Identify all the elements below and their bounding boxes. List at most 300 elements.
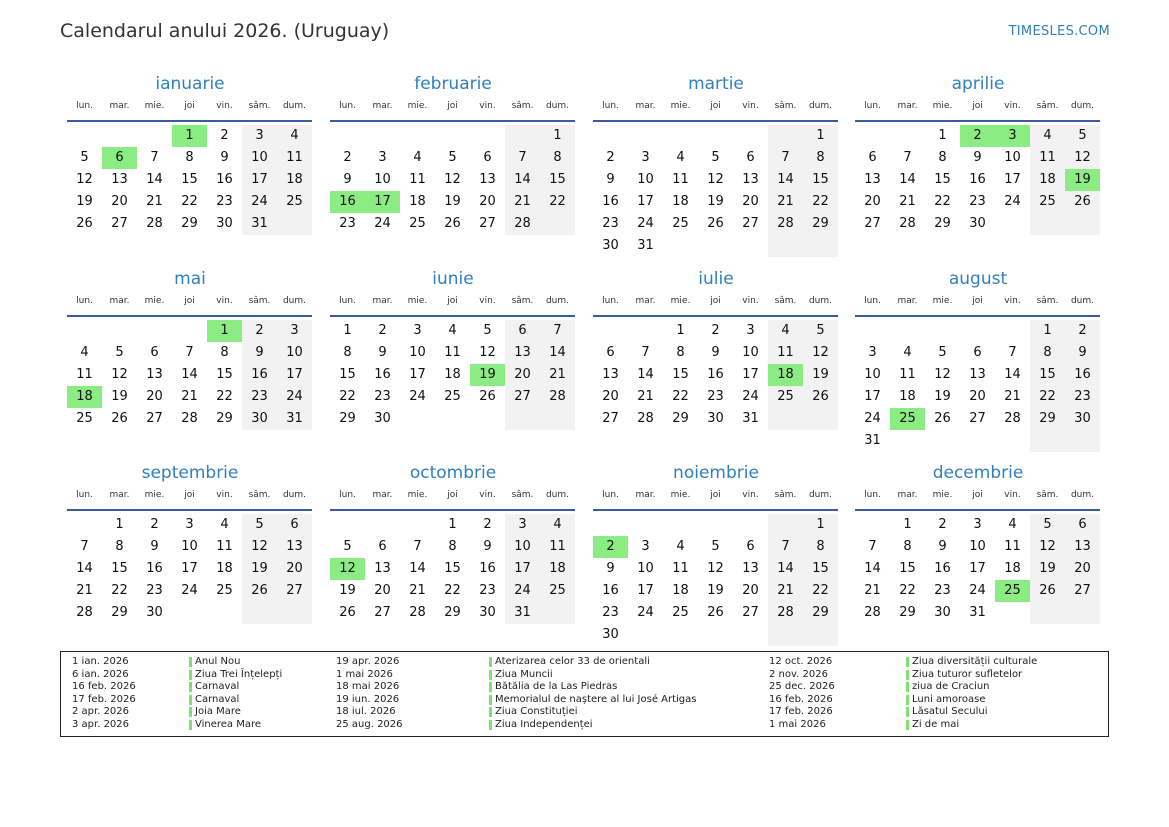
- day-cell[interactable]: 19: [339, 583, 356, 598]
- day-cell[interactable]: 2: [1065, 320, 1100, 342]
- day-cell[interactable]: 28: [768, 213, 803, 235]
- day-cell[interactable]: 24: [969, 583, 986, 598]
- day-cell[interactable]: 22: [181, 194, 198, 209]
- day-cell[interactable]: 28: [540, 386, 575, 408]
- day-cell[interactable]: 13: [146, 367, 163, 382]
- day-cell[interactable]: 13: [864, 172, 881, 187]
- day-cell[interactable]: 2: [606, 150, 615, 165]
- day-cell[interactable]: 8: [803, 536, 838, 558]
- day-cell[interactable]: 18: [899, 389, 916, 404]
- day-cell[interactable]: 11: [277, 147, 312, 169]
- day-cell[interactable]: 23: [479, 583, 496, 598]
- day-cell[interactable]: 22: [672, 389, 689, 404]
- day-cell[interactable]: 18: [672, 583, 689, 598]
- day-cell[interactable]: 9: [483, 539, 492, 554]
- day-cell[interactable]: 24: [409, 389, 426, 404]
- day-cell[interactable]: 6: [746, 150, 755, 165]
- day-cell[interactable]: 5: [711, 539, 720, 554]
- day-cell[interactable]: 29: [1030, 408, 1065, 430]
- day-cell[interactable]: 27: [374, 605, 391, 620]
- day-cell[interactable]: 30: [216, 216, 233, 231]
- day-cell[interactable]: 21: [768, 191, 803, 213]
- day-cell[interactable]: 5: [242, 514, 277, 536]
- day-cell[interactable]: 14: [768, 169, 803, 191]
- day-cell[interactable]: 26: [76, 216, 93, 231]
- day-cell[interactable]: 26: [1030, 580, 1065, 602]
- day-cell[interactable]: 24: [277, 386, 312, 408]
- day-cell[interactable]: 27: [969, 411, 986, 426]
- day-cell[interactable]: 4: [768, 320, 803, 342]
- day-cell[interactable]: 28: [409, 605, 426, 620]
- day-cell[interactable]: 10: [181, 539, 198, 554]
- day-cell[interactable]: 16: [1065, 364, 1100, 386]
- holiday-day[interactable]: 3: [995, 125, 1030, 147]
- day-cell[interactable]: 13: [742, 172, 759, 187]
- day-cell[interactable]: 14: [505, 169, 540, 191]
- day-cell[interactable]: 2: [150, 517, 159, 532]
- day-cell[interactable]: 20: [1065, 558, 1100, 580]
- day-cell[interactable]: 22: [111, 583, 128, 598]
- day-cell[interactable]: 28: [181, 411, 198, 426]
- day-cell[interactable]: 19: [111, 389, 128, 404]
- day-cell[interactable]: 30: [479, 605, 496, 620]
- day-cell[interactable]: 24: [242, 191, 277, 213]
- day-cell[interactable]: 6: [746, 539, 755, 554]
- day-cell[interactable]: 27: [479, 216, 496, 231]
- day-cell[interactable]: 3: [746, 323, 755, 338]
- day-cell[interactable]: 11: [540, 536, 575, 558]
- day-cell[interactable]: 8: [1030, 342, 1065, 364]
- day-cell[interactable]: 9: [938, 539, 947, 554]
- day-cell[interactable]: 14: [540, 342, 575, 364]
- day-cell[interactable]: 25: [768, 386, 803, 408]
- day-cell[interactable]: 3: [185, 517, 194, 532]
- day-cell[interactable]: 1: [540, 125, 575, 147]
- day-cell[interactable]: 29: [216, 411, 233, 426]
- day-cell[interactable]: 29: [111, 605, 128, 620]
- day-cell[interactable]: 21: [637, 389, 654, 404]
- day-cell[interactable]: 15: [339, 367, 356, 382]
- day-cell[interactable]: 18: [540, 558, 575, 580]
- day-cell[interactable]: 25: [1030, 191, 1065, 213]
- day-cell[interactable]: 12: [707, 561, 724, 576]
- day-cell[interactable]: 21: [505, 191, 540, 213]
- day-cell[interactable]: 7: [413, 539, 422, 554]
- day-cell[interactable]: 16: [242, 364, 277, 386]
- day-cell[interactable]: 8: [938, 150, 947, 165]
- day-cell[interactable]: 8: [115, 539, 124, 554]
- day-cell[interactable]: 20: [969, 389, 986, 404]
- day-cell[interactable]: 31: [277, 408, 312, 430]
- day-cell[interactable]: 30: [1065, 408, 1100, 430]
- day-cell[interactable]: 21: [1004, 389, 1021, 404]
- day-cell[interactable]: 17: [277, 364, 312, 386]
- holiday-day[interactable]: 25: [890, 408, 925, 430]
- day-cell[interactable]: 9: [711, 345, 720, 360]
- day-cell[interactable]: 30: [242, 408, 277, 430]
- day-cell[interactable]: 12: [479, 345, 496, 360]
- day-cell[interactable]: 5: [343, 539, 352, 554]
- holiday-day[interactable]: 2: [960, 125, 995, 147]
- day-cell[interactable]: 21: [540, 364, 575, 386]
- day-cell[interactable]: 26: [803, 386, 838, 408]
- day-cell[interactable]: 28: [505, 213, 540, 235]
- day-cell[interactable]: 11: [444, 345, 461, 360]
- day-cell[interactable]: 17: [742, 367, 759, 382]
- day-cell[interactable]: 20: [146, 389, 163, 404]
- day-cell[interactable]: 16: [602, 583, 619, 598]
- day-cell[interactable]: 15: [540, 169, 575, 191]
- day-cell[interactable]: 5: [1030, 514, 1065, 536]
- holiday-day[interactable]: 16: [330, 191, 365, 213]
- day-cell[interactable]: 11: [1004, 539, 1021, 554]
- day-cell[interactable]: 25: [277, 191, 312, 213]
- day-cell[interactable]: 21: [768, 580, 803, 602]
- day-cell[interactable]: 17: [181, 561, 198, 576]
- day-cell[interactable]: 17: [969, 561, 986, 576]
- day-cell[interactable]: 22: [803, 580, 838, 602]
- day-cell[interactable]: 5: [803, 320, 838, 342]
- holiday-day[interactable]: 25: [995, 580, 1030, 602]
- day-cell[interactable]: 18: [409, 194, 426, 209]
- day-cell[interactable]: 7: [185, 345, 194, 360]
- day-cell[interactable]: 4: [1030, 125, 1065, 147]
- day-cell[interactable]: 1: [938, 128, 947, 143]
- day-cell[interactable]: 1: [903, 517, 912, 532]
- day-cell[interactable]: 15: [934, 172, 951, 187]
- day-cell[interactable]: 19: [803, 364, 838, 386]
- day-cell[interactable]: 27: [742, 605, 759, 620]
- day-cell[interactable]: 25: [672, 216, 689, 231]
- day-cell[interactable]: 6: [973, 345, 982, 360]
- day-cell[interactable]: 5: [938, 345, 947, 360]
- holiday-day[interactable]: 6: [102, 147, 137, 169]
- day-cell[interactable]: 24: [181, 583, 198, 598]
- day-cell[interactable]: 15: [672, 367, 689, 382]
- day-cell[interactable]: 12: [803, 342, 838, 364]
- day-cell[interactable]: 27: [1065, 580, 1100, 602]
- day-cell[interactable]: 21: [181, 389, 198, 404]
- day-cell[interactable]: 11: [768, 342, 803, 364]
- day-cell[interactable]: 16: [707, 367, 724, 382]
- day-cell[interactable]: 2: [220, 128, 229, 143]
- day-cell[interactable]: 15: [803, 558, 838, 580]
- day-cell[interactable]: 6: [606, 345, 615, 360]
- day-cell[interactable]: 20: [742, 194, 759, 209]
- day-cell[interactable]: 4: [220, 517, 229, 532]
- day-cell[interactable]: 3: [641, 539, 650, 554]
- day-cell[interactable]: 26: [444, 216, 461, 231]
- day-cell[interactable]: 17: [242, 169, 277, 191]
- day-cell[interactable]: 12: [111, 367, 128, 382]
- day-cell[interactable]: 27: [602, 411, 619, 426]
- day-cell[interactable]: 30: [602, 238, 619, 253]
- day-cell[interactable]: 21: [146, 194, 163, 209]
- day-cell[interactable]: 4: [676, 539, 685, 554]
- day-cell[interactable]: 30: [934, 605, 951, 620]
- day-cell[interactable]: 15: [1030, 364, 1065, 386]
- day-cell[interactable]: 31: [637, 238, 654, 253]
- day-cell[interactable]: 27: [864, 216, 881, 231]
- day-cell[interactable]: 29: [181, 216, 198, 231]
- day-cell[interactable]: 7: [903, 150, 912, 165]
- day-cell[interactable]: 9: [606, 561, 615, 576]
- day-cell[interactable]: 14: [409, 561, 426, 576]
- day-cell[interactable]: 2: [483, 517, 492, 532]
- day-cell[interactable]: 3: [242, 125, 277, 147]
- day-cell[interactable]: 15: [216, 367, 233, 382]
- day-cell[interactable]: 1: [803, 514, 838, 536]
- day-cell[interactable]: 2: [711, 323, 720, 338]
- day-cell[interactable]: 26: [707, 605, 724, 620]
- day-cell[interactable]: 1: [343, 323, 352, 338]
- day-cell[interactable]: 16: [969, 172, 986, 187]
- day-cell[interactable]: 20: [479, 194, 496, 209]
- day-cell[interactable]: 24: [1004, 194, 1021, 209]
- day-cell[interactable]: 13: [602, 367, 619, 382]
- day-cell[interactable]: 24: [505, 580, 540, 602]
- day-cell[interactable]: 25: [540, 580, 575, 602]
- day-cell[interactable]: 9: [242, 342, 277, 364]
- day-cell[interactable]: 30: [602, 627, 619, 642]
- day-cell[interactable]: 7: [768, 147, 803, 169]
- day-cell[interactable]: 13: [742, 561, 759, 576]
- day-cell[interactable]: 7: [768, 536, 803, 558]
- day-cell[interactable]: 30: [969, 216, 986, 231]
- day-cell[interactable]: 3: [505, 514, 540, 536]
- day-cell[interactable]: 1: [676, 323, 685, 338]
- day-cell[interactable]: 22: [444, 583, 461, 598]
- day-cell[interactable]: 12: [76, 172, 93, 187]
- day-cell[interactable]: 10: [374, 172, 391, 187]
- day-cell[interactable]: 13: [505, 342, 540, 364]
- day-cell[interactable]: 25: [444, 389, 461, 404]
- day-cell[interactable]: 26: [707, 216, 724, 231]
- day-cell[interactable]: 28: [76, 605, 93, 620]
- day-cell[interactable]: 18: [444, 367, 461, 382]
- day-cell[interactable]: 16: [216, 172, 233, 187]
- day-cell[interactable]: 26: [339, 605, 356, 620]
- day-cell[interactable]: 1: [1030, 320, 1065, 342]
- day-cell[interactable]: 8: [676, 345, 685, 360]
- day-cell[interactable]: 6: [868, 150, 877, 165]
- day-cell[interactable]: 2: [242, 320, 277, 342]
- day-cell[interactable]: 11: [1030, 147, 1065, 169]
- day-cell[interactable]: 10: [742, 345, 759, 360]
- day-cell[interactable]: 5: [448, 150, 457, 165]
- day-cell[interactable]: 17: [505, 558, 540, 580]
- day-cell[interactable]: 29: [803, 213, 838, 235]
- day-cell[interactable]: 21: [409, 583, 426, 598]
- day-cell[interactable]: 13: [479, 172, 496, 187]
- day-cell[interactable]: 6: [150, 345, 159, 360]
- day-cell[interactable]: 9: [220, 150, 229, 165]
- day-cell[interactable]: 24: [864, 411, 881, 426]
- day-cell[interactable]: 22: [339, 389, 356, 404]
- day-cell[interactable]: 28: [146, 216, 163, 231]
- day-cell[interactable]: 18: [277, 169, 312, 191]
- day-cell[interactable]: 16: [146, 561, 163, 576]
- day-cell[interactable]: 17: [409, 367, 426, 382]
- day-cell[interactable]: 26: [242, 580, 277, 602]
- day-cell[interactable]: 26: [111, 411, 128, 426]
- day-cell[interactable]: 10: [409, 345, 426, 360]
- day-cell[interactable]: 22: [540, 191, 575, 213]
- day-cell[interactable]: 30: [707, 411, 724, 426]
- day-cell[interactable]: 9: [606, 172, 615, 187]
- day-cell[interactable]: 10: [637, 172, 654, 187]
- day-cell[interactable]: 3: [868, 345, 877, 360]
- day-cell[interactable]: 20: [602, 389, 619, 404]
- day-cell[interactable]: 11: [672, 561, 689, 576]
- day-cell[interactable]: 12: [1030, 536, 1065, 558]
- day-cell[interactable]: 28: [864, 605, 881, 620]
- day-cell[interactable]: 23: [146, 583, 163, 598]
- day-cell[interactable]: 7: [868, 539, 877, 554]
- day-cell[interactable]: 18: [216, 561, 233, 576]
- holiday-day[interactable]: 18: [768, 364, 803, 386]
- day-cell[interactable]: 5: [1065, 125, 1100, 147]
- day-cell[interactable]: 14: [768, 558, 803, 580]
- day-cell[interactable]: 23: [707, 389, 724, 404]
- day-cell[interactable]: 5: [115, 345, 124, 360]
- day-cell[interactable]: 9: [1065, 342, 1100, 364]
- site-link[interactable]: TIMESLES.COM: [1008, 24, 1110, 39]
- day-cell[interactable]: 8: [803, 147, 838, 169]
- holiday-day[interactable]: 12: [330, 558, 365, 580]
- day-cell[interactable]: 14: [146, 172, 163, 187]
- day-cell[interactable]: 24: [374, 216, 391, 231]
- day-cell[interactable]: 7: [540, 320, 575, 342]
- day-cell[interactable]: 29: [339, 411, 356, 426]
- day-cell[interactable]: 23: [602, 605, 619, 620]
- day-cell[interactable]: 22: [1030, 386, 1065, 408]
- day-cell[interactable]: 4: [448, 323, 457, 338]
- day-cell[interactable]: 7: [80, 539, 89, 554]
- day-cell[interactable]: 13: [1065, 536, 1100, 558]
- day-cell[interactable]: 18: [1030, 169, 1065, 191]
- day-cell[interactable]: 20: [111, 194, 128, 209]
- day-cell[interactable]: 6: [378, 539, 387, 554]
- day-cell[interactable]: 20: [277, 558, 312, 580]
- day-cell[interactable]: 5: [483, 323, 492, 338]
- day-cell[interactable]: 13: [374, 561, 391, 576]
- day-cell[interactable]: 8: [220, 345, 229, 360]
- day-cell[interactable]: 25: [76, 411, 93, 426]
- day-cell[interactable]: 2: [343, 150, 352, 165]
- day-cell[interactable]: 11: [216, 539, 233, 554]
- holiday-day[interactable]: 2: [593, 536, 628, 558]
- day-cell[interactable]: 30: [374, 411, 391, 426]
- day-cell[interactable]: 14: [899, 172, 916, 187]
- day-cell[interactable]: 12: [444, 172, 461, 187]
- day-cell[interactable]: 8: [448, 539, 457, 554]
- day-cell[interactable]: 1: [448, 517, 457, 532]
- day-cell[interactable]: 16: [934, 561, 951, 576]
- day-cell[interactable]: 23: [339, 216, 356, 231]
- day-cell[interactable]: 15: [111, 561, 128, 576]
- day-cell[interactable]: 10: [277, 342, 312, 364]
- day-cell[interactable]: 20: [742, 583, 759, 598]
- day-cell[interactable]: 1: [803, 125, 838, 147]
- day-cell[interactable]: 31: [742, 411, 759, 426]
- day-cell[interactable]: 20: [505, 364, 540, 386]
- day-cell[interactable]: 11: [76, 367, 93, 382]
- day-cell[interactable]: 14: [637, 367, 654, 382]
- day-cell[interactable]: 6: [1065, 514, 1100, 536]
- day-cell[interactable]: 27: [505, 386, 540, 408]
- day-cell[interactable]: 26: [1065, 191, 1100, 213]
- holiday-day[interactable]: 1: [207, 320, 242, 342]
- day-cell[interactable]: 24: [742, 389, 759, 404]
- day-cell[interactable]: 23: [1065, 386, 1100, 408]
- day-cell[interactable]: 10: [242, 147, 277, 169]
- day-cell[interactable]: 1: [115, 517, 124, 532]
- day-cell[interactable]: 22: [934, 194, 951, 209]
- holiday-day[interactable]: 18: [67, 386, 102, 408]
- day-cell[interactable]: 16: [479, 561, 496, 576]
- day-cell[interactable]: 23: [602, 216, 619, 231]
- day-cell[interactable]: 26: [479, 389, 496, 404]
- day-cell[interactable]: 12: [242, 536, 277, 558]
- day-cell[interactable]: 11: [672, 172, 689, 187]
- day-cell[interactable]: 19: [707, 583, 724, 598]
- day-cell[interactable]: 10: [637, 561, 654, 576]
- day-cell[interactable]: 15: [899, 561, 916, 576]
- day-cell[interactable]: 10: [1004, 150, 1021, 165]
- day-cell[interactable]: 22: [803, 191, 838, 213]
- day-cell[interactable]: 9: [343, 172, 352, 187]
- day-cell[interactable]: 18: [1004, 561, 1021, 576]
- day-cell[interactable]: 31: [864, 433, 881, 448]
- day-cell[interactable]: 12: [1065, 147, 1100, 169]
- day-cell[interactable]: 29: [672, 411, 689, 426]
- day-cell[interactable]: 22: [899, 583, 916, 598]
- day-cell[interactable]: 19: [1030, 558, 1065, 580]
- day-cell[interactable]: 17: [1004, 172, 1021, 187]
- day-cell[interactable]: 3: [378, 150, 387, 165]
- day-cell[interactable]: 7: [505, 147, 540, 169]
- holiday-day[interactable]: 17: [365, 191, 400, 213]
- day-cell[interactable]: 9: [973, 150, 982, 165]
- day-cell[interactable]: 29: [899, 605, 916, 620]
- day-cell[interactable]: 11: [409, 172, 426, 187]
- day-cell[interactable]: 28: [1004, 411, 1021, 426]
- day-cell[interactable]: 15: [181, 172, 198, 187]
- day-cell[interactable]: 27: [146, 411, 163, 426]
- day-cell[interactable]: 9: [150, 539, 159, 554]
- day-cell[interactable]: 8: [343, 345, 352, 360]
- day-cell[interactable]: 23: [969, 194, 986, 209]
- day-cell[interactable]: 29: [934, 216, 951, 231]
- day-cell[interactable]: 22: [216, 389, 233, 404]
- day-cell[interactable]: 5: [80, 150, 89, 165]
- day-cell[interactable]: 19: [707, 194, 724, 209]
- day-cell[interactable]: 25: [409, 216, 426, 231]
- day-cell[interactable]: 14: [1004, 367, 1021, 382]
- day-cell[interactable]: 29: [803, 602, 838, 624]
- day-cell[interactable]: 19: [444, 194, 461, 209]
- day-cell[interactable]: 7: [1008, 345, 1017, 360]
- day-cell[interactable]: 21: [864, 583, 881, 598]
- day-cell[interactable]: 8: [540, 147, 575, 169]
- day-cell[interactable]: 21: [899, 194, 916, 209]
- day-cell[interactable]: 14: [864, 561, 881, 576]
- day-cell[interactable]: 15: [803, 169, 838, 191]
- day-cell[interactable]: 20: [864, 194, 881, 209]
- day-cell[interactable]: 17: [637, 194, 654, 209]
- day-cell[interactable]: 23: [242, 386, 277, 408]
